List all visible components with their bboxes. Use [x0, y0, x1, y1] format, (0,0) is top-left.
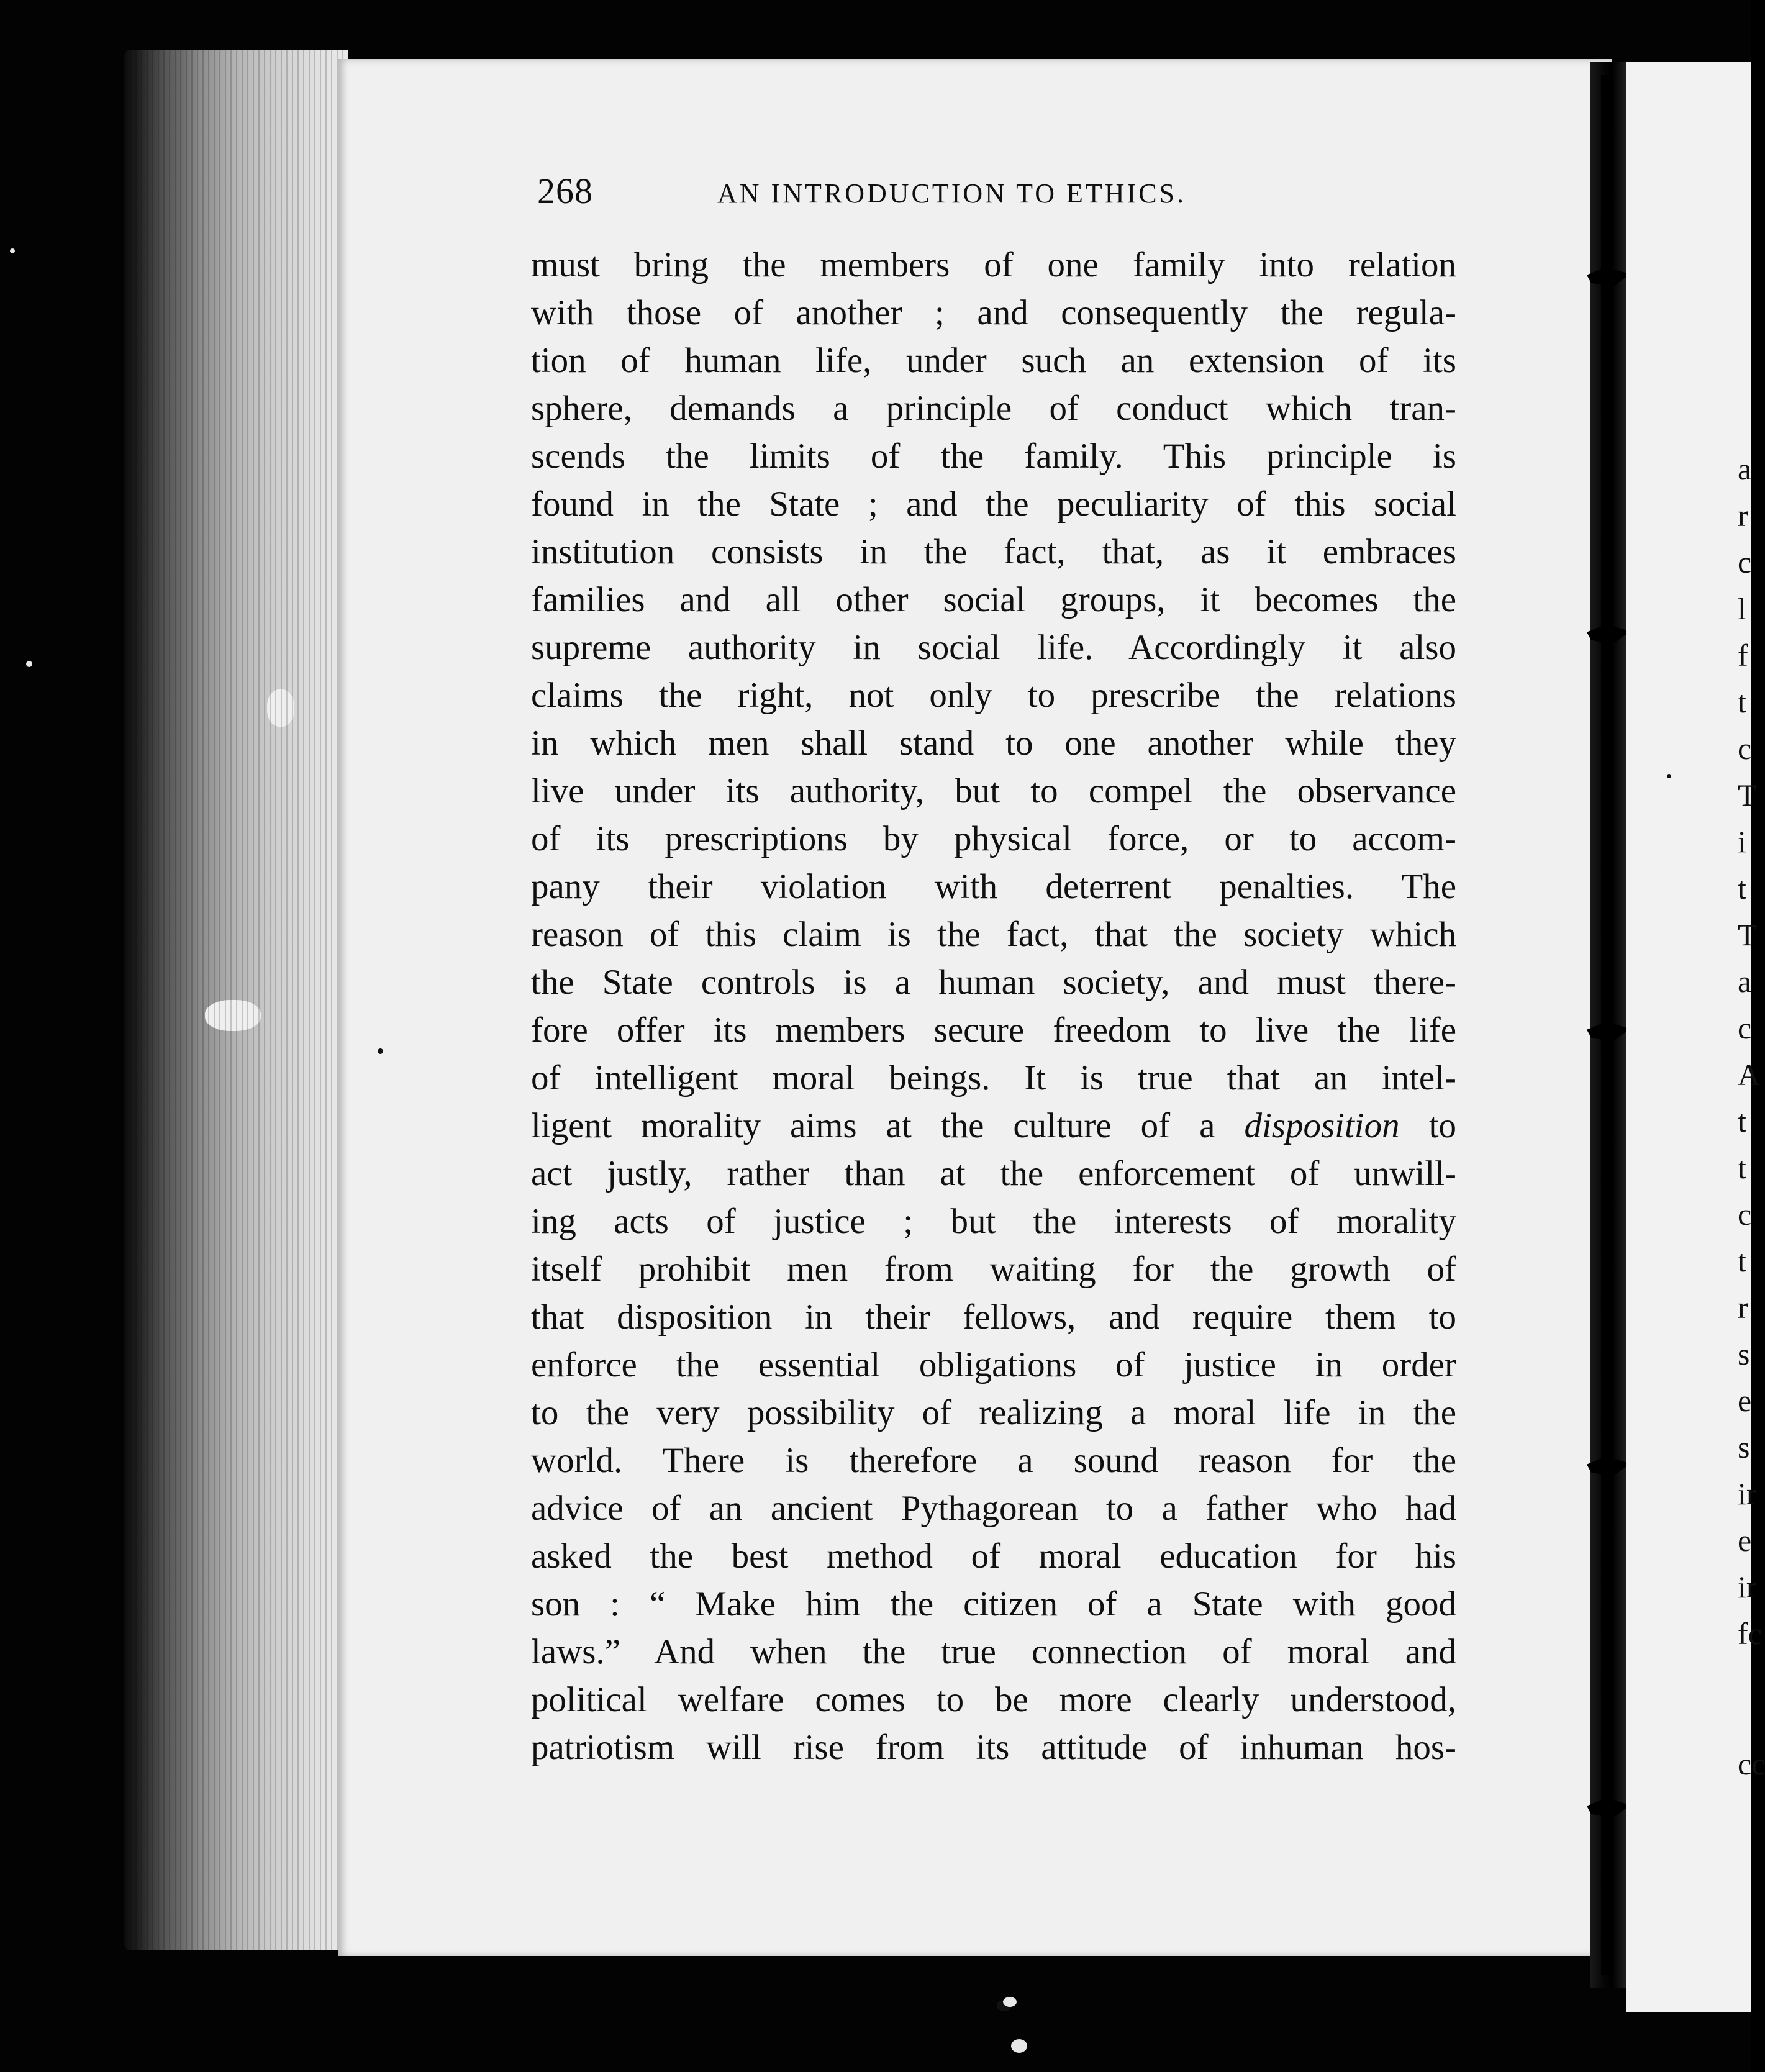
text-line: supreme authority in social life. Accordingly it also [531, 628, 1456, 667]
text-line: tion of human life, under such an extension of its [531, 341, 1456, 380]
book-page-edges [124, 50, 348, 1950]
text-line: itself prohibit men from waiting for the growth of [531, 1250, 1456, 1289]
text-line: scends the limits of the family. This principle is [531, 437, 1456, 476]
text-line: son : “ Make him the citizen of a State with good [531, 1584, 1456, 1624]
text-line: pany their violation with deterrent penalties. The [531, 867, 1456, 906]
text-line: claims the right, not only to prescribe the relations [531, 676, 1456, 715]
facing-page-fragment: s [1738, 1337, 1750, 1371]
facing-page-fragment: r [1738, 1290, 1748, 1325]
text-line: with those of another ; and consequently the regula- [531, 293, 1456, 332]
facing-page-fragment: t [1738, 871, 1746, 906]
facing-page [1626, 62, 1765, 2012]
text-line: that disposition in their fellows, and require them to [531, 1297, 1456, 1337]
facing-page-fragment: c [1738, 1197, 1752, 1232]
text-line: patriotism will rise from its attitude of inhuman hos- [531, 1728, 1456, 1767]
scan-speck [378, 1048, 383, 1054]
facing-page-fragment: i [1738, 824, 1746, 859]
facing-page-fragment: t [1738, 684, 1746, 719]
text-line: political welfare comes to be more clearly understood, [531, 1680, 1456, 1719]
body-text [531, 241, 1456, 1771]
facing-page-fragment: A [1738, 1057, 1761, 1092]
facing-page-fragment: e [1738, 1383, 1752, 1418]
facing-page-fragment: T [1738, 778, 1757, 812]
text-line: fore offer its members secure freedom to live the life [531, 1011, 1456, 1050]
facing-page-fragment: ir [1738, 1476, 1757, 1511]
facing-page-fragment: t [1738, 1243, 1746, 1278]
scan-speck [26, 661, 32, 667]
facing-page-fragment: c [1738, 731, 1752, 766]
facing-page-fragment: f [1738, 638, 1748, 673]
facing-page-fragment: c [1738, 545, 1752, 579]
text-line: families and all other social groups, it becomes the [531, 580, 1456, 619]
facing-page-fragment: r [1738, 498, 1748, 533]
facing-page-fragment: a [1738, 452, 1752, 486]
facing-page-fragment: a [1738, 964, 1752, 999]
facing-page-fragment: T [1738, 917, 1757, 952]
text-line: enforce the essential obligations of justice in order [531, 1345, 1456, 1384]
text-line: ing acts of justice ; but the interests of morality [531, 1202, 1456, 1241]
text-line: laws.” And when the true connection of moral and [531, 1632, 1456, 1671]
facing-page-fragment: cc [1738, 1747, 1765, 1781]
scan-speck [1011, 2039, 1027, 2053]
scan-speck [10, 248, 15, 253]
scan-speck [1003, 1997, 1017, 2007]
facing-page-fragment: s [1738, 1430, 1750, 1465]
text-line: sphere, demands a principle of conduct which tran- [531, 389, 1456, 428]
facing-page-fragment: l [1738, 591, 1746, 626]
text-segment: to [1399, 1106, 1456, 1145]
scan-speck [1667, 774, 1671, 778]
text-segment: ligent morality aims at the culture of a [531, 1106, 1245, 1145]
facing-page-fragment: e [1738, 1523, 1752, 1558]
text-line [531, 1102, 1456, 1150]
text-line: the State controls is a human society, and must there- [531, 963, 1456, 1002]
running-title: AN INTRODUCTION TO ETHICS. [717, 178, 1187, 209]
facing-page-fragment: ir [1738, 1570, 1757, 1604]
edge-blemish [267, 689, 294, 727]
edge-blemish [205, 1000, 261, 1031]
text-line: asked the best method of moral education for his [531, 1537, 1456, 1576]
text-line: world. There is therefore a sound reason for the [531, 1441, 1456, 1480]
text-line: of intelligent moral beings. It is true that an intel- [531, 1058, 1456, 1097]
italic-word: disposition [1244, 1106, 1400, 1145]
text-line: advice of an ancient Pythagorean to a father who had [531, 1489, 1456, 1528]
text-line: live under its authority, but to compel the observance [531, 771, 1456, 811]
text-line: to the very possibility of realizing a moral life in the [531, 1393, 1456, 1432]
page-number: 268 [537, 171, 593, 211]
facing-page-fragment: t [1738, 1104, 1746, 1138]
text-line: must bring the members of one family into relation [531, 245, 1456, 284]
text-line: found in the State ; and the peculiarity of this social [531, 484, 1456, 524]
text-line: institution consists in the fact, that, as it embraces [531, 532, 1456, 571]
text-line: of its prescriptions by physical force, or to accom- [531, 819, 1456, 858]
facing-page-fragment: fc [1738, 1616, 1762, 1651]
text-line: reason of this claim is the fact, that the society which [531, 915, 1456, 954]
running-head [531, 168, 1456, 217]
facing-page-fragment: c [1738, 1011, 1752, 1045]
facing-page-fragment: t [1738, 1150, 1746, 1185]
text-line: act justly, rather than at the enforcement of unwill- [531, 1154, 1456, 1193]
text-line: in which men shall stand to one another while they [531, 724, 1456, 763]
page-text-block [531, 168, 1456, 1771]
